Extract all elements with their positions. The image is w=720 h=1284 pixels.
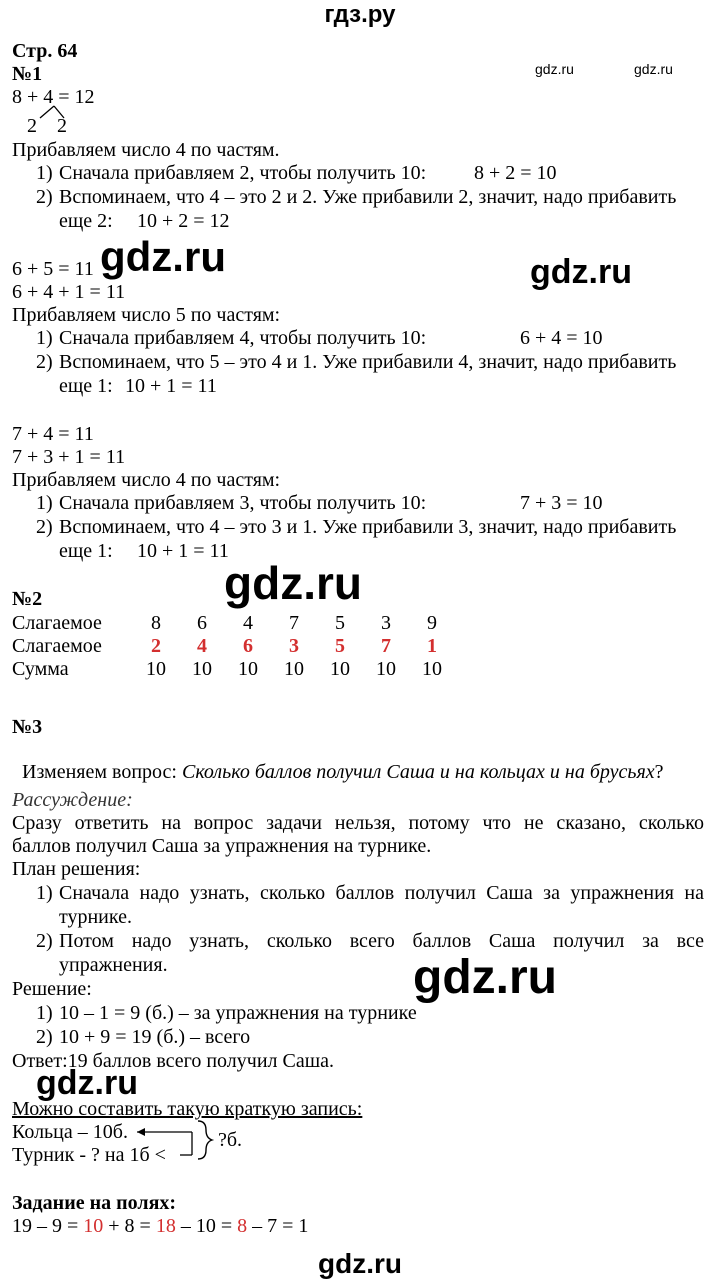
ex1-step1-num: 1) [36,162,53,184]
ex2-equation-1: 6 + 5 = 11 [12,258,94,280]
page-label: Стр. 64 [12,40,78,62]
plan2-num: 2) [36,930,53,952]
table-cell: 9 [427,612,437,634]
site-header: гдз.ру [324,1,396,28]
table-row-label: Сумма [12,658,69,680]
ex2-step1-eq: 6 + 4 = 10 [520,327,603,349]
table-cell: 10 [192,658,212,680]
table-cell: 7 [289,612,299,634]
plan2-line-2: упражнения. [59,954,168,976]
ex3-equation-1: 7 + 4 = 11 [12,423,94,445]
answer: Ответ:19 баллов всего получил Саша. [12,1050,335,1072]
chain-answer: 8 [237,1215,248,1237]
ex1-step2-text: Вспоминаем, что 4 – это 2 и 2. Уже прибавили 2, значит, надо прибавить [59,186,677,208]
chain-answer: 10 [83,1215,104,1237]
ex3-step2-eq: 10 + 1 = 11 [137,540,229,562]
table-cell: 5 [335,635,345,657]
table-cell: 3 [289,635,299,657]
ex1-step1-eq: 8 + 2 = 10 [474,162,557,184]
watermark-large-2: gdz.ru [530,253,632,291]
ex2-step2-eq: 10 + 1 = 11 [125,375,217,397]
ex3-intro: Прибавляем число 4 по частям: [12,469,281,491]
ex1-step1-text: Сначала прибавляем 2, чтобы получить 10: [59,162,427,184]
ex1-split-left: 2 [27,115,37,137]
ex3-step2-text: Вспоминаем, что 4 – это 3 и 1. Уже прибавили 3, значит, надо прибавить [59,516,677,538]
watermark-small-2: gdz.ru [634,61,673,77]
watermark-large-3: gdz.ru [224,557,362,609]
ex2-step2-cont: еще 1: [59,375,113,397]
table-cell: 10 [422,658,442,680]
margin-task-chain [12,1215,308,1237]
solution1: 10 – 1 = 9 (б.) – за упражнения на турнике [59,1002,417,1024]
table-cell: 6 [243,635,253,657]
task1-title: №1 [12,63,43,85]
margin-task-title: Задание на полях: [12,1192,177,1214]
table-cell: 6 [197,612,207,634]
table-cell: 10 [146,658,166,680]
plan-label: План решения: [12,858,141,880]
plan1-line-2: турнике. [59,906,132,928]
ex1-split-right: 2 [57,115,67,137]
ex1-intro: Прибавляем число 4 по частям. [12,139,280,161]
table-cell: 3 [381,612,391,634]
table-cell: 8 [151,612,161,634]
note-line-2: Турник - ? на 1б < [12,1144,166,1166]
watermark-large-1: gdz.ru [100,233,226,280]
ex1-equation: 8 + 4 = 12 [12,86,95,108]
ex2-step2-text: Вспоминаем, что 5 – это 4 и 1. Уже прибавили 4, значит, надо прибавить [59,351,677,373]
ex1-step2-cont: еще 2: [59,210,113,232]
solution2-num: 2) [36,1026,53,1048]
question-end: ? [654,761,664,783]
ex3-step2-num: 2) [36,516,53,538]
plan1-num: 1) [36,882,53,904]
short-note-heading: Можно составить такую краткую запись: [12,1098,363,1120]
ex2-step1-num: 1) [36,327,53,349]
table-cell: 4 [197,635,207,657]
table-cell: 10 [238,658,258,680]
chain-text: – 7 = 1 [247,1215,309,1237]
solution1-num: 1) [36,1002,53,1024]
plan2-line-1: Потом надо узнать, сколько всего баллов Саша получил за все [59,930,704,952]
ex2-step2-num: 2) [36,351,53,373]
table-cell: 4 [243,612,253,634]
ex2-step1-text: Сначала прибавляем 4, чтобы получить 10: [59,327,427,349]
note-total: ?б. [218,1129,243,1151]
table-cell: 10 [376,658,396,680]
ex3-step2-cont: еще 1: [59,540,113,562]
ex3-step1-text: Сначала прибавляем 3, чтобы получить 10: [59,492,427,514]
ex1-step2-num: 2) [36,186,53,208]
chain-text: + 8 = [103,1215,156,1237]
table-cell: 5 [335,612,345,634]
table-cell: 7 [381,635,391,657]
table-row-label: Слагаемое [12,612,102,634]
table-row-label: Слагаемое [12,635,102,657]
question-italic: Сколько баллов получил Саша и на кольцах и на брусьях [181,761,655,783]
watermark-footer: gdz.ru [318,1248,402,1279]
table-cell: 2 [151,635,161,657]
task2-title: №2 [12,588,43,610]
reasoning-label: Рассуждение: [12,789,133,811]
chain-text: – 10 = [175,1215,238,1237]
task3-title: №3 [12,716,43,738]
watermark-large-5: gdz.ru [36,1064,138,1102]
watermark-small-1: gdz.ru [535,61,574,77]
solution2: 10 + 9 = 19 (б.) – всего [59,1026,251,1048]
question-prefix: Изменяем вопрос: [22,761,182,783]
ex3-step1-num: 1) [36,492,53,514]
ex1-step2-eq: 10 + 2 = 12 [137,210,230,232]
ex2-intro: Прибавляем число 5 по частям: [12,304,281,326]
solution-label: Решение: [12,978,92,1000]
ex3-equation-2: 7 + 3 + 1 = 11 [12,446,126,468]
chain-answer: 18 [155,1215,176,1237]
table-cell: 1 [427,635,437,657]
table-cell: 10 [330,658,350,680]
reasoning-line-2: баллов получил Саша за упражнения на турнике. [12,835,432,857]
ex3-step1-eq: 7 + 3 = 10 [520,492,603,514]
ex2-equation-2: 6 + 4 + 1 = 11 [12,281,126,303]
reasoning-line-1: Сразу ответить на вопрос задачи нельзя, потому что не сказано, сколько [12,812,704,834]
table-cell: 10 [284,658,304,680]
note-line-1: Кольца – 10б. [12,1121,128,1143]
chain-text: 19 – 9 = [12,1215,84,1237]
plan1-line-1: Сначала надо узнать, сколько баллов получил Саша за упражнения на [59,882,704,904]
watermark-large-4: gdz.ru [413,951,557,1004]
